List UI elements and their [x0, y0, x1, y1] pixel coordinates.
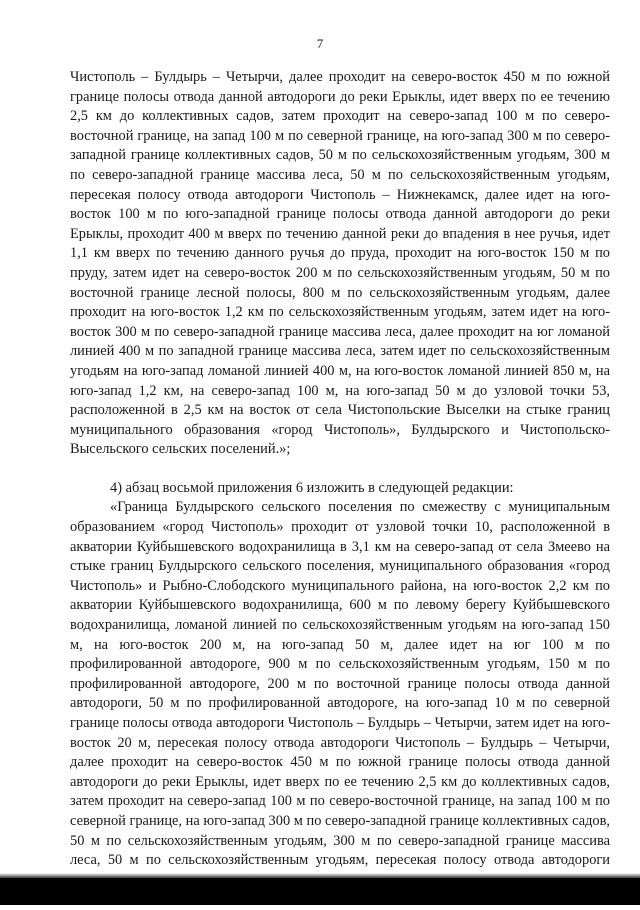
paragraph-item-4: 4) абзац восьмой приложения 6 изложить в следующей редакции: — [110, 479, 514, 496]
paragraph-gap — [70, 460, 610, 479]
document-body — [70, 68, 610, 910]
paragraph-quote: «Граница Булдырского сельского поселения по смежеству с муниципальным образованием «город Чистополь» проходит от узловой точки 10, расположенной в акватории Куйбышевского водохранилища в 3,1 км на северо-запад от села Змеево на стыке границ Булдырского сельского поселения, муниципального образования «город Чистополь» и Рыбно-Слободского муниципального района, на юго-восток 2,2 км по акватории Куйбышевского водохранилища, 600 м по левому берегу Куйбышевского водохранилища, ломаной линией по сельскохозяйственным угодьям на юго-запад 150 м, на юго-восток 200 м, на юго-запад 50 м, далее идет на юг 100 м по профилированной автодороге, 900 м по сельскохозяйственным угодьям, 150 м по профилированной автодороге, 200 м по восточной границе полосы отвода данной автодороги, 50 м по профилированной автодороге, на юго-запад 10 м по северной границе полосы отвода автодороги Чистополь – Булдырь – Четырчи, затем идет на юго-восток 20 м, пересекая полосу отвода автодороги Чистополь – Булдырь – Четырчи, далее проходит на северо-восток 450 м по южной границе полосы отвода данной автодороги до реки Ерыклы, идет вверх по ее течению 2,5 км до коллективных садов, затем проходит на северо-запад 100 м по северо-восточной границе, на запад 100 м по северной границе, на юго-запад 300 м по северо-западной границе коллективных садов, 50 м по сельскохозяйственным угодьям, 300 м по северо-западной границе массива леса, 50 м по сельскохозяйственным угодьям, пересекая полосу отвода автодороги — [70, 499, 610, 869]
page-number: 7 — [316, 36, 324, 51]
scan-border — [0, 878, 640, 905]
paragraph-continuation: Чистополь – Булдырь – Четырчи, далее проходит на северо-восток 450 м по южной границе полосы отвода данной автодороги до реки Ерыклы, идет вверх по ее течению 2,5 км до коллективных садов, затем проходит на северо-запад 100 м по северо-восточной границе, на запад 100 м по северной границе, на юго-запад 300 м по северо-западной границе коллективных садов, 50 м по сельскохозяйственным угодьям, 300 м по северо-западной границе массива леса, 50 м по сельскохозяйственным угодьям, пересекая полосу отвода автодороги Чистополь – Нижнекамск, далее идет на юго-восток 100 м по юго-западной границе полосы отвода данной автодороги до реки Ерыклы, проходит 400 м вверх по течению данной реки до впадения в нее ручья, идет 1,1 км вверх по течению данного ручья до пруда, проходит на юго-восток 150 м по пруду, затем идет на северо-восток 200 м по сельскохозяйственным угодьям, 50 м по восточной границе лесной полосы, 800 м по сельскохозяйственным угодьям, далее проходит на юго-восток 1,2 км по сельскохозяйственным угодьям, затем идет на юго-восток 300 м по северо-западной границе массива леса, далее проходит на юг ломаной линией 400 м по западной границе массива леса, затем идет по сельскохозяйственным угодьям на юго-запад ломаной линией 400 м, на юго-восток ломаной линией 850 м, на юго-запад 1,2 км, на северо-запад 100 м, на юго-запад 50 м до узловой точки 53, расположенной в 2,5 км на восток от села Чистопольские Выселки на стыке границ муниципального образования «город Чистополь», Булдырского и Чистопольско-Высельского сельских поселений.»; — [70, 69, 610, 458]
